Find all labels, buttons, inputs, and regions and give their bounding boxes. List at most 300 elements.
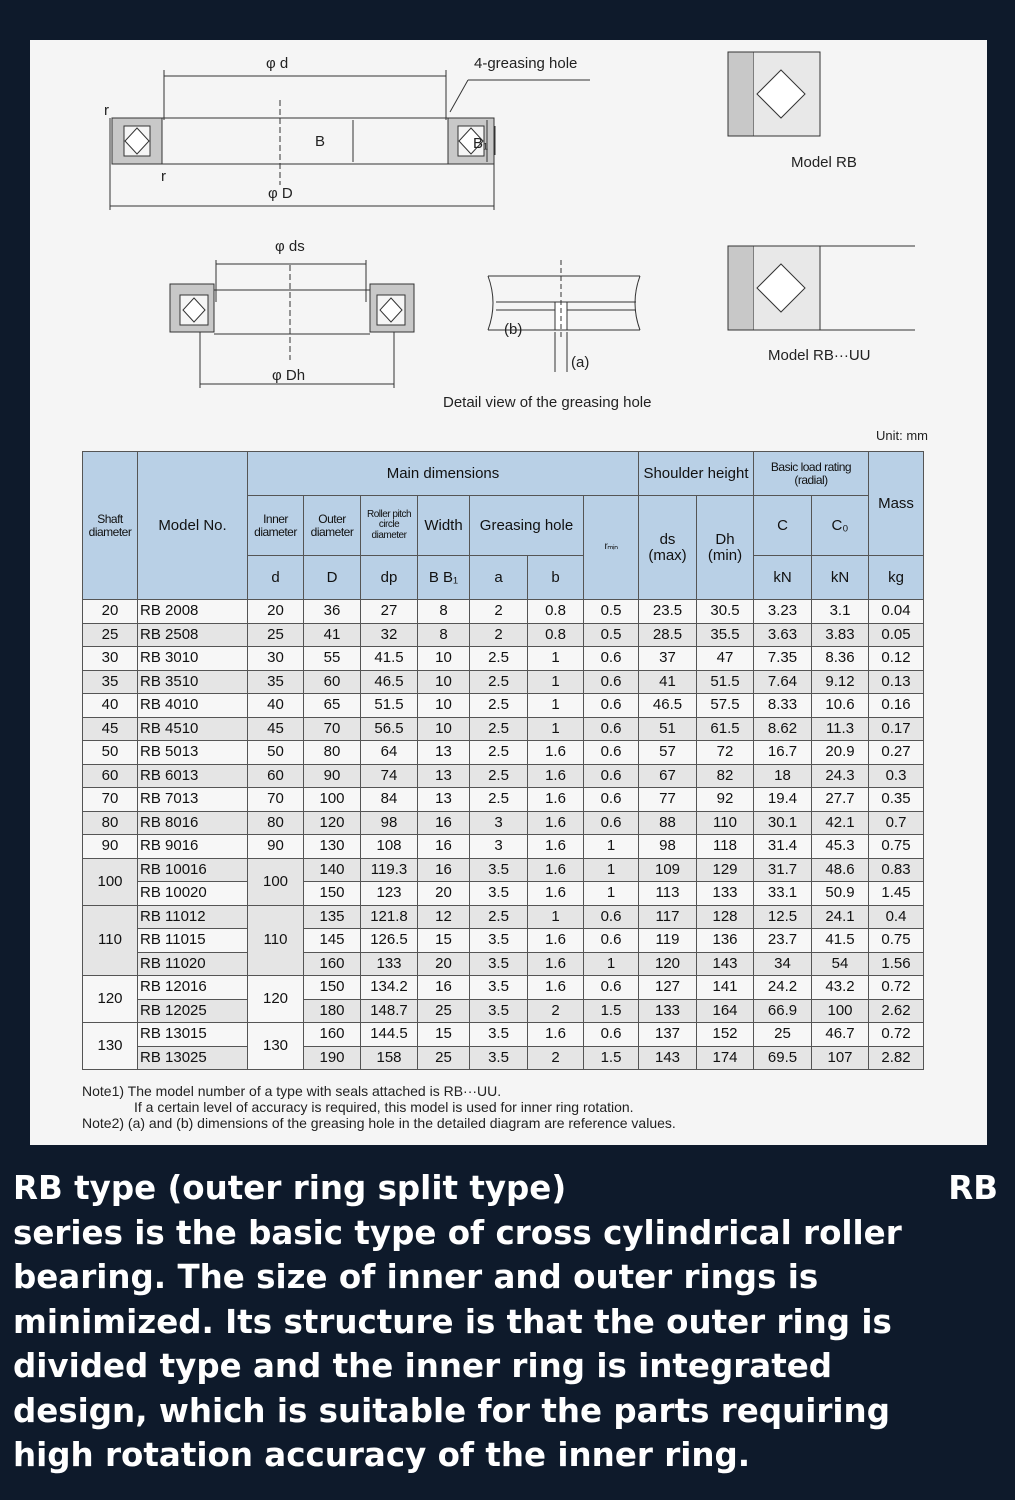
cell-D: 120	[304, 811, 361, 835]
table-row	[83, 670, 924, 694]
note-1: Note1) The model number of a type with seals attached is RB···UU.	[82, 1083, 502, 1099]
cell-C0: 11.3	[812, 717, 869, 741]
unit-label: Unit: mm	[876, 428, 928, 443]
cell-kg: 0.7	[869, 811, 924, 835]
cell-C0: 46.7	[812, 1023, 869, 1047]
cell-d: 60	[248, 764, 304, 788]
cell-b: 2	[528, 999, 584, 1023]
cell-shaft: 35	[83, 670, 138, 694]
description-caption	[13, 1166, 998, 1478]
cell-Dh: 128	[697, 905, 754, 929]
cell-b: 1.6	[528, 788, 584, 812]
caption-rb: RB	[948, 1169, 998, 1207]
cell-a: 2.5	[470, 647, 528, 671]
cell-r: 0.6	[584, 647, 639, 671]
cell-C0: 24.1	[812, 905, 869, 929]
cell-B: 13	[418, 788, 470, 812]
cell-model: RB 2508	[138, 623, 248, 647]
cell-ds: 117	[639, 905, 697, 929]
cell-r: 0.6	[584, 694, 639, 718]
cell-model: RB 10016	[138, 858, 248, 882]
cell-D: 80	[304, 741, 361, 765]
cell-b: 1	[528, 647, 584, 671]
cell-d: 25	[248, 623, 304, 647]
table-row	[83, 647, 924, 671]
b-label: B	[315, 133, 326, 150]
cell-D: 70	[304, 717, 361, 741]
table-row	[83, 694, 924, 718]
model-rb-label: Model RB	[791, 154, 857, 171]
cell-dp: 121.8	[361, 905, 418, 929]
cell-kg: 1.45	[869, 882, 924, 906]
table-row	[83, 929, 924, 953]
cell-dp: 98	[361, 811, 418, 835]
cell-Dh: 82	[697, 764, 754, 788]
cell-shaft: 80	[83, 811, 138, 835]
cell-C0: 10.6	[812, 694, 869, 718]
cell-kg: 0.72	[869, 1023, 924, 1047]
cell-ds: 133	[639, 999, 697, 1023]
header-outer-diameter: Outer diameter	[304, 496, 361, 556]
cell-dp: 158	[361, 1046, 418, 1070]
header-c: C	[754, 496, 812, 556]
b1-label: B₁	[473, 135, 489, 152]
cell-a: 2.5	[470, 670, 528, 694]
cell-C0: 100	[812, 999, 869, 1023]
phi-ds-label: φ ds	[275, 238, 305, 255]
cell-D: 150	[304, 882, 361, 906]
cell-r: 1.5	[584, 1046, 639, 1070]
detail-b-label: (b)	[504, 321, 523, 338]
cell-C: 30.1	[754, 811, 812, 835]
spec-table-body	[83, 600, 924, 1070]
cell-kg: 0.83	[869, 858, 924, 882]
cell-C: 31.7	[754, 858, 812, 882]
cell-shaft: 50	[83, 741, 138, 765]
cell-dp: 148.7	[361, 999, 418, 1023]
cell-D: 145	[304, 929, 361, 953]
cell-C0: 9.12	[812, 670, 869, 694]
cell-model: RB 11015	[138, 929, 248, 953]
header-ds: ds (max)	[639, 496, 697, 600]
cell-dp: 144.5	[361, 1023, 418, 1047]
cell-C: 31.4	[754, 835, 812, 859]
cell-B: 25	[418, 1046, 470, 1070]
cell-kg: 1.56	[869, 952, 924, 976]
cell-dp: 119.3	[361, 858, 418, 882]
caption-line-6: design, which is suitable for the parts requiring	[13, 1391, 890, 1430]
cell-model: RB 5013	[138, 741, 248, 765]
cell-C: 7.35	[754, 647, 812, 671]
cell-C: 3.23	[754, 600, 812, 624]
cell-shaft: 45	[83, 717, 138, 741]
r-label-side: r	[161, 168, 166, 185]
phi-dh-label: φ Dh	[272, 367, 306, 384]
caption-line-2: series is the basic type of cross cylindrical roller	[13, 1213, 902, 1252]
cell-a: 3.5	[470, 858, 528, 882]
cell-C0: 43.2	[812, 976, 869, 1000]
table-row	[83, 600, 924, 624]
cell-B: 13	[418, 741, 470, 765]
caption-line-3: bearing. The size of inner and outer rings is	[13, 1258, 819, 1296]
cell-shaft: 30	[83, 647, 138, 671]
cell-b: 1.6	[528, 741, 584, 765]
cell-Dh: 110	[697, 811, 754, 835]
header-c0: C₀	[812, 496, 869, 556]
cell-b: 1.6	[528, 811, 584, 835]
cell-Dh: 72	[697, 741, 754, 765]
table-row	[83, 952, 924, 976]
cell-b: 1.6	[528, 882, 584, 906]
cell-Dh: 118	[697, 835, 754, 859]
cell-C0: 107	[812, 1046, 869, 1070]
table-row	[83, 905, 924, 929]
header-main-dimensions: Main dimensions	[248, 452, 639, 496]
cell-D: 190	[304, 1046, 361, 1070]
r-label-top: r	[104, 102, 109, 119]
cell-d: 30	[248, 647, 304, 671]
table-row	[83, 764, 924, 788]
cell-ds: 28.5	[639, 623, 697, 647]
cell-ds: 109	[639, 858, 697, 882]
cell-C0: 41.5	[812, 929, 869, 953]
cell-C: 69.5	[754, 1046, 812, 1070]
cell-D: 160	[304, 1023, 361, 1047]
cell-ds: 57	[639, 741, 697, 765]
cell-d: 70	[248, 788, 304, 812]
cell-B: 10	[418, 717, 470, 741]
cell-dp: 134.2	[361, 976, 418, 1000]
cell-a: 3	[470, 811, 528, 835]
cell-D: 41	[304, 623, 361, 647]
cell-D: 90	[304, 764, 361, 788]
cell-C0: 3.1	[812, 600, 869, 624]
cell-b: 1	[528, 694, 584, 718]
cell-Dh: 47	[697, 647, 754, 671]
cell-kg: 0.3	[869, 764, 924, 788]
cell-r: 1	[584, 952, 639, 976]
cell-model: RB 9016	[138, 835, 248, 859]
cell-dp: 56.5	[361, 717, 418, 741]
cell-ds: 127	[639, 976, 697, 1000]
cell-C0: 54	[812, 952, 869, 976]
cell-a: 2	[470, 600, 528, 624]
cell-Dh: 141	[697, 976, 754, 1000]
cell-r: 0.6	[584, 905, 639, 929]
cell-dp: 32	[361, 623, 418, 647]
spec-sheet	[30, 40, 987, 1145]
cell-b: 1	[528, 905, 584, 929]
cell-r: 1.5	[584, 999, 639, 1023]
cell-ds: 77	[639, 788, 697, 812]
cell-a: 3.5	[470, 882, 528, 906]
cell-model: RB 7013	[138, 788, 248, 812]
cell-model: RB 13015	[138, 1023, 248, 1047]
cell-dp: 108	[361, 835, 418, 859]
cell-D: 135	[304, 905, 361, 929]
notes	[82, 1083, 676, 1131]
table-row	[83, 976, 924, 1000]
cell-Dh: 136	[697, 929, 754, 953]
cell-dp: 133	[361, 952, 418, 976]
cell-D: 60	[304, 670, 361, 694]
cell-C0: 8.36	[812, 647, 869, 671]
cell-D: 130	[304, 835, 361, 859]
table-row	[83, 623, 924, 647]
cell-model: RB 2008	[138, 600, 248, 624]
cell-r: 0.6	[584, 717, 639, 741]
cell-a: 3.5	[470, 999, 528, 1023]
cell-b: 1.6	[528, 952, 584, 976]
cell-C: 8.33	[754, 694, 812, 718]
cell-Dh: 92	[697, 788, 754, 812]
cell-model: RB 11020	[138, 952, 248, 976]
cell-d: 110	[248, 905, 304, 976]
cell-d: 90	[248, 835, 304, 859]
cell-kg: 0.75	[869, 835, 924, 859]
cell-dp: 51.5	[361, 694, 418, 718]
header-kn-c: kN	[754, 556, 812, 600]
cell-d: 80	[248, 811, 304, 835]
cell-kg: 0.72	[869, 976, 924, 1000]
cell-kg: 0.04	[869, 600, 924, 624]
cell-ds: 98	[639, 835, 697, 859]
cell-ds: 119	[639, 929, 697, 953]
model-rb-uu-label: Model RB···UU	[768, 347, 871, 364]
cell-r: 0.6	[584, 929, 639, 953]
cell-dp: 27	[361, 600, 418, 624]
cell-D: 36	[304, 600, 361, 624]
cell-dp: 46.5	[361, 670, 418, 694]
cell-B: 15	[418, 1023, 470, 1047]
cell-r: 0.6	[584, 764, 639, 788]
cell-model: RB 3010	[138, 647, 248, 671]
cell-shaft: 90	[83, 835, 138, 859]
bearing-spec-table	[82, 451, 924, 1070]
caption-line-4: minimized. Its structure is that the outer ring is	[13, 1302, 892, 1341]
cell-D: 140	[304, 858, 361, 882]
header-kg: kg	[869, 556, 924, 600]
cell-B: 10	[418, 647, 470, 671]
cell-B: 8	[418, 600, 470, 624]
table-row	[83, 882, 924, 906]
cell-ds: 137	[639, 1023, 697, 1047]
cell-D: 100	[304, 788, 361, 812]
cell-C0: 50.9	[812, 882, 869, 906]
cell-C0: 24.3	[812, 764, 869, 788]
cell-Dh: 174	[697, 1046, 754, 1070]
cell-r: 0.6	[584, 811, 639, 835]
table-row	[83, 858, 924, 882]
cell-kg: 0.4	[869, 905, 924, 929]
cell-b: 2	[528, 1046, 584, 1070]
header-shaft-diameter: Shaft diameter	[83, 452, 138, 600]
cell-model: RB 11012	[138, 905, 248, 929]
cell-ds: 143	[639, 1046, 697, 1070]
cell-r: 1	[584, 882, 639, 906]
header-rmin: rₘᵢₙ	[584, 496, 639, 600]
cell-C: 33.1	[754, 882, 812, 906]
caption-line-5: divided type and the inner ring is integrated	[13, 1347, 833, 1385]
cell-Dh: 57.5	[697, 694, 754, 718]
cell-C: 19.4	[754, 788, 812, 812]
caption-line-1: RB type (outer ring split type)	[13, 1169, 567, 1207]
note-2: Note2) (a) and (b) dimensions of the greasing hole in the detailed diagram are reference values.	[82, 1115, 676, 1131]
cell-Dh: 164	[697, 999, 754, 1023]
cell-shaft: 40	[83, 694, 138, 718]
cell-B: 13	[418, 764, 470, 788]
cell-dp: 64	[361, 741, 418, 765]
caption-line-7: high rotation accuracy of the inner ring.	[13, 1436, 751, 1474]
cell-D: 55	[304, 647, 361, 671]
cell-model: RB 6013	[138, 764, 248, 788]
cell-C: 3.63	[754, 623, 812, 647]
cell-b: 1	[528, 717, 584, 741]
cell-Dh: 61.5	[697, 717, 754, 741]
cell-C: 25	[754, 1023, 812, 1047]
cell-r: 1	[584, 835, 639, 859]
cell-ds: 51	[639, 717, 697, 741]
cell-ds: 41	[639, 670, 697, 694]
cell-d: 45	[248, 717, 304, 741]
cell-a: 2.5	[470, 788, 528, 812]
cell-C: 18	[754, 764, 812, 788]
cell-shaft: 20	[83, 600, 138, 624]
cell-ds: 46.5	[639, 694, 697, 718]
cell-kg: 0.12	[869, 647, 924, 671]
cell-D: 150	[304, 976, 361, 1000]
cell-B: 20	[418, 882, 470, 906]
cell-b: 1.6	[528, 1023, 584, 1047]
detail-a-label: (a)	[571, 354, 590, 371]
cell-Dh: 35.5	[697, 623, 754, 647]
note-1-continued: If a certain level of accuracy is required, this model is used for inner ring rotation.	[134, 1099, 634, 1115]
cell-C0: 3.83	[812, 623, 869, 647]
cell-b: 1.6	[528, 835, 584, 859]
cell-kg: 0.27	[869, 741, 924, 765]
cell-b: 0.8	[528, 600, 584, 624]
cell-ds: 120	[639, 952, 697, 976]
cell-C: 23.7	[754, 929, 812, 953]
cell-shaft: 25	[83, 623, 138, 647]
cell-B: 16	[418, 835, 470, 859]
cell-B: 10	[418, 670, 470, 694]
cell-B: 8	[418, 623, 470, 647]
cell-a: 3.5	[470, 952, 528, 976]
cell-model: RB 4510	[138, 717, 248, 741]
cell-dp: 41.5	[361, 647, 418, 671]
header-basic-load-rating: Basic load rating (radial)	[754, 452, 869, 496]
cell-kg: 2.62	[869, 999, 924, 1023]
header-dh: Dh (min)	[697, 496, 754, 600]
cell-C0: 42.1	[812, 811, 869, 835]
cell-Dh: 133	[697, 882, 754, 906]
cell-r: 0.6	[584, 1023, 639, 1047]
cell-B: 10	[418, 694, 470, 718]
cell-D: 65	[304, 694, 361, 718]
header-d: d	[248, 556, 304, 600]
cell-Dh: 143	[697, 952, 754, 976]
header-b: b	[528, 556, 584, 600]
cell-C: 24.2	[754, 976, 812, 1000]
cell-r: 0.5	[584, 623, 639, 647]
header-shoulder-height: Shoulder height	[639, 452, 754, 496]
cell-B: 16	[418, 811, 470, 835]
cell-model: RB 10020	[138, 882, 248, 906]
greasing-hole-label: 4-greasing hole	[474, 55, 578, 72]
cell-r: 0.5	[584, 600, 639, 624]
cell-ds: 67	[639, 764, 697, 788]
cell-model: RB 8016	[138, 811, 248, 835]
header-dp: dp	[361, 556, 418, 600]
table-row	[83, 1023, 924, 1047]
table-row	[83, 811, 924, 835]
header-model-no: Model No.	[138, 452, 248, 600]
cell-shaft: 60	[83, 764, 138, 788]
cell-b: 0.8	[528, 623, 584, 647]
cell-a: 3.5	[470, 1046, 528, 1070]
cell-C: 8.62	[754, 717, 812, 741]
cell-dp: 126.5	[361, 929, 418, 953]
cell-shaft: 70	[83, 788, 138, 812]
cell-B: 16	[418, 858, 470, 882]
cell-Dh: 51.5	[697, 670, 754, 694]
cell-shaft: 120	[83, 976, 138, 1023]
cell-B: 16	[418, 976, 470, 1000]
cell-C: 7.64	[754, 670, 812, 694]
cell-C0: 20.9	[812, 741, 869, 765]
cell-a: 2.5	[470, 905, 528, 929]
cell-b: 1.6	[528, 764, 584, 788]
cell-dp: 123	[361, 882, 418, 906]
cell-d: 50	[248, 741, 304, 765]
cell-r: 0.6	[584, 670, 639, 694]
cell-ds: 37	[639, 647, 697, 671]
cell-d: 40	[248, 694, 304, 718]
header-mass: Mass	[869, 452, 924, 556]
cell-C0: 27.7	[812, 788, 869, 812]
cell-d: 130	[248, 1023, 304, 1070]
cell-C: 16.7	[754, 741, 812, 765]
cell-ds: 23.5	[639, 600, 697, 624]
cell-a: 2	[470, 623, 528, 647]
cell-d: 120	[248, 976, 304, 1023]
cell-kg: 0.05	[869, 623, 924, 647]
cell-r: 0.6	[584, 976, 639, 1000]
cell-C: 34	[754, 952, 812, 976]
cell-kg: 0.17	[869, 717, 924, 741]
cell-kg: 0.35	[869, 788, 924, 812]
cell-shaft: 100	[83, 858, 138, 905]
cell-shaft: 130	[83, 1023, 138, 1070]
table-row	[83, 835, 924, 859]
cell-C: 66.9	[754, 999, 812, 1023]
table-row	[83, 788, 924, 812]
cell-a: 3.5	[470, 976, 528, 1000]
phi-d-label: φ d	[266, 55, 289, 72]
cell-B: 20	[418, 952, 470, 976]
cell-a: 2.5	[470, 694, 528, 718]
cell-a: 3	[470, 835, 528, 859]
cell-model: RB 12016	[138, 976, 248, 1000]
cell-model: RB 13025	[138, 1046, 248, 1070]
cell-b: 1	[528, 670, 584, 694]
cell-model: RB 12025	[138, 999, 248, 1023]
cell-Dh: 152	[697, 1023, 754, 1047]
cell-D: 180	[304, 999, 361, 1023]
cell-d: 100	[248, 858, 304, 905]
cell-C0: 45.3	[812, 835, 869, 859]
